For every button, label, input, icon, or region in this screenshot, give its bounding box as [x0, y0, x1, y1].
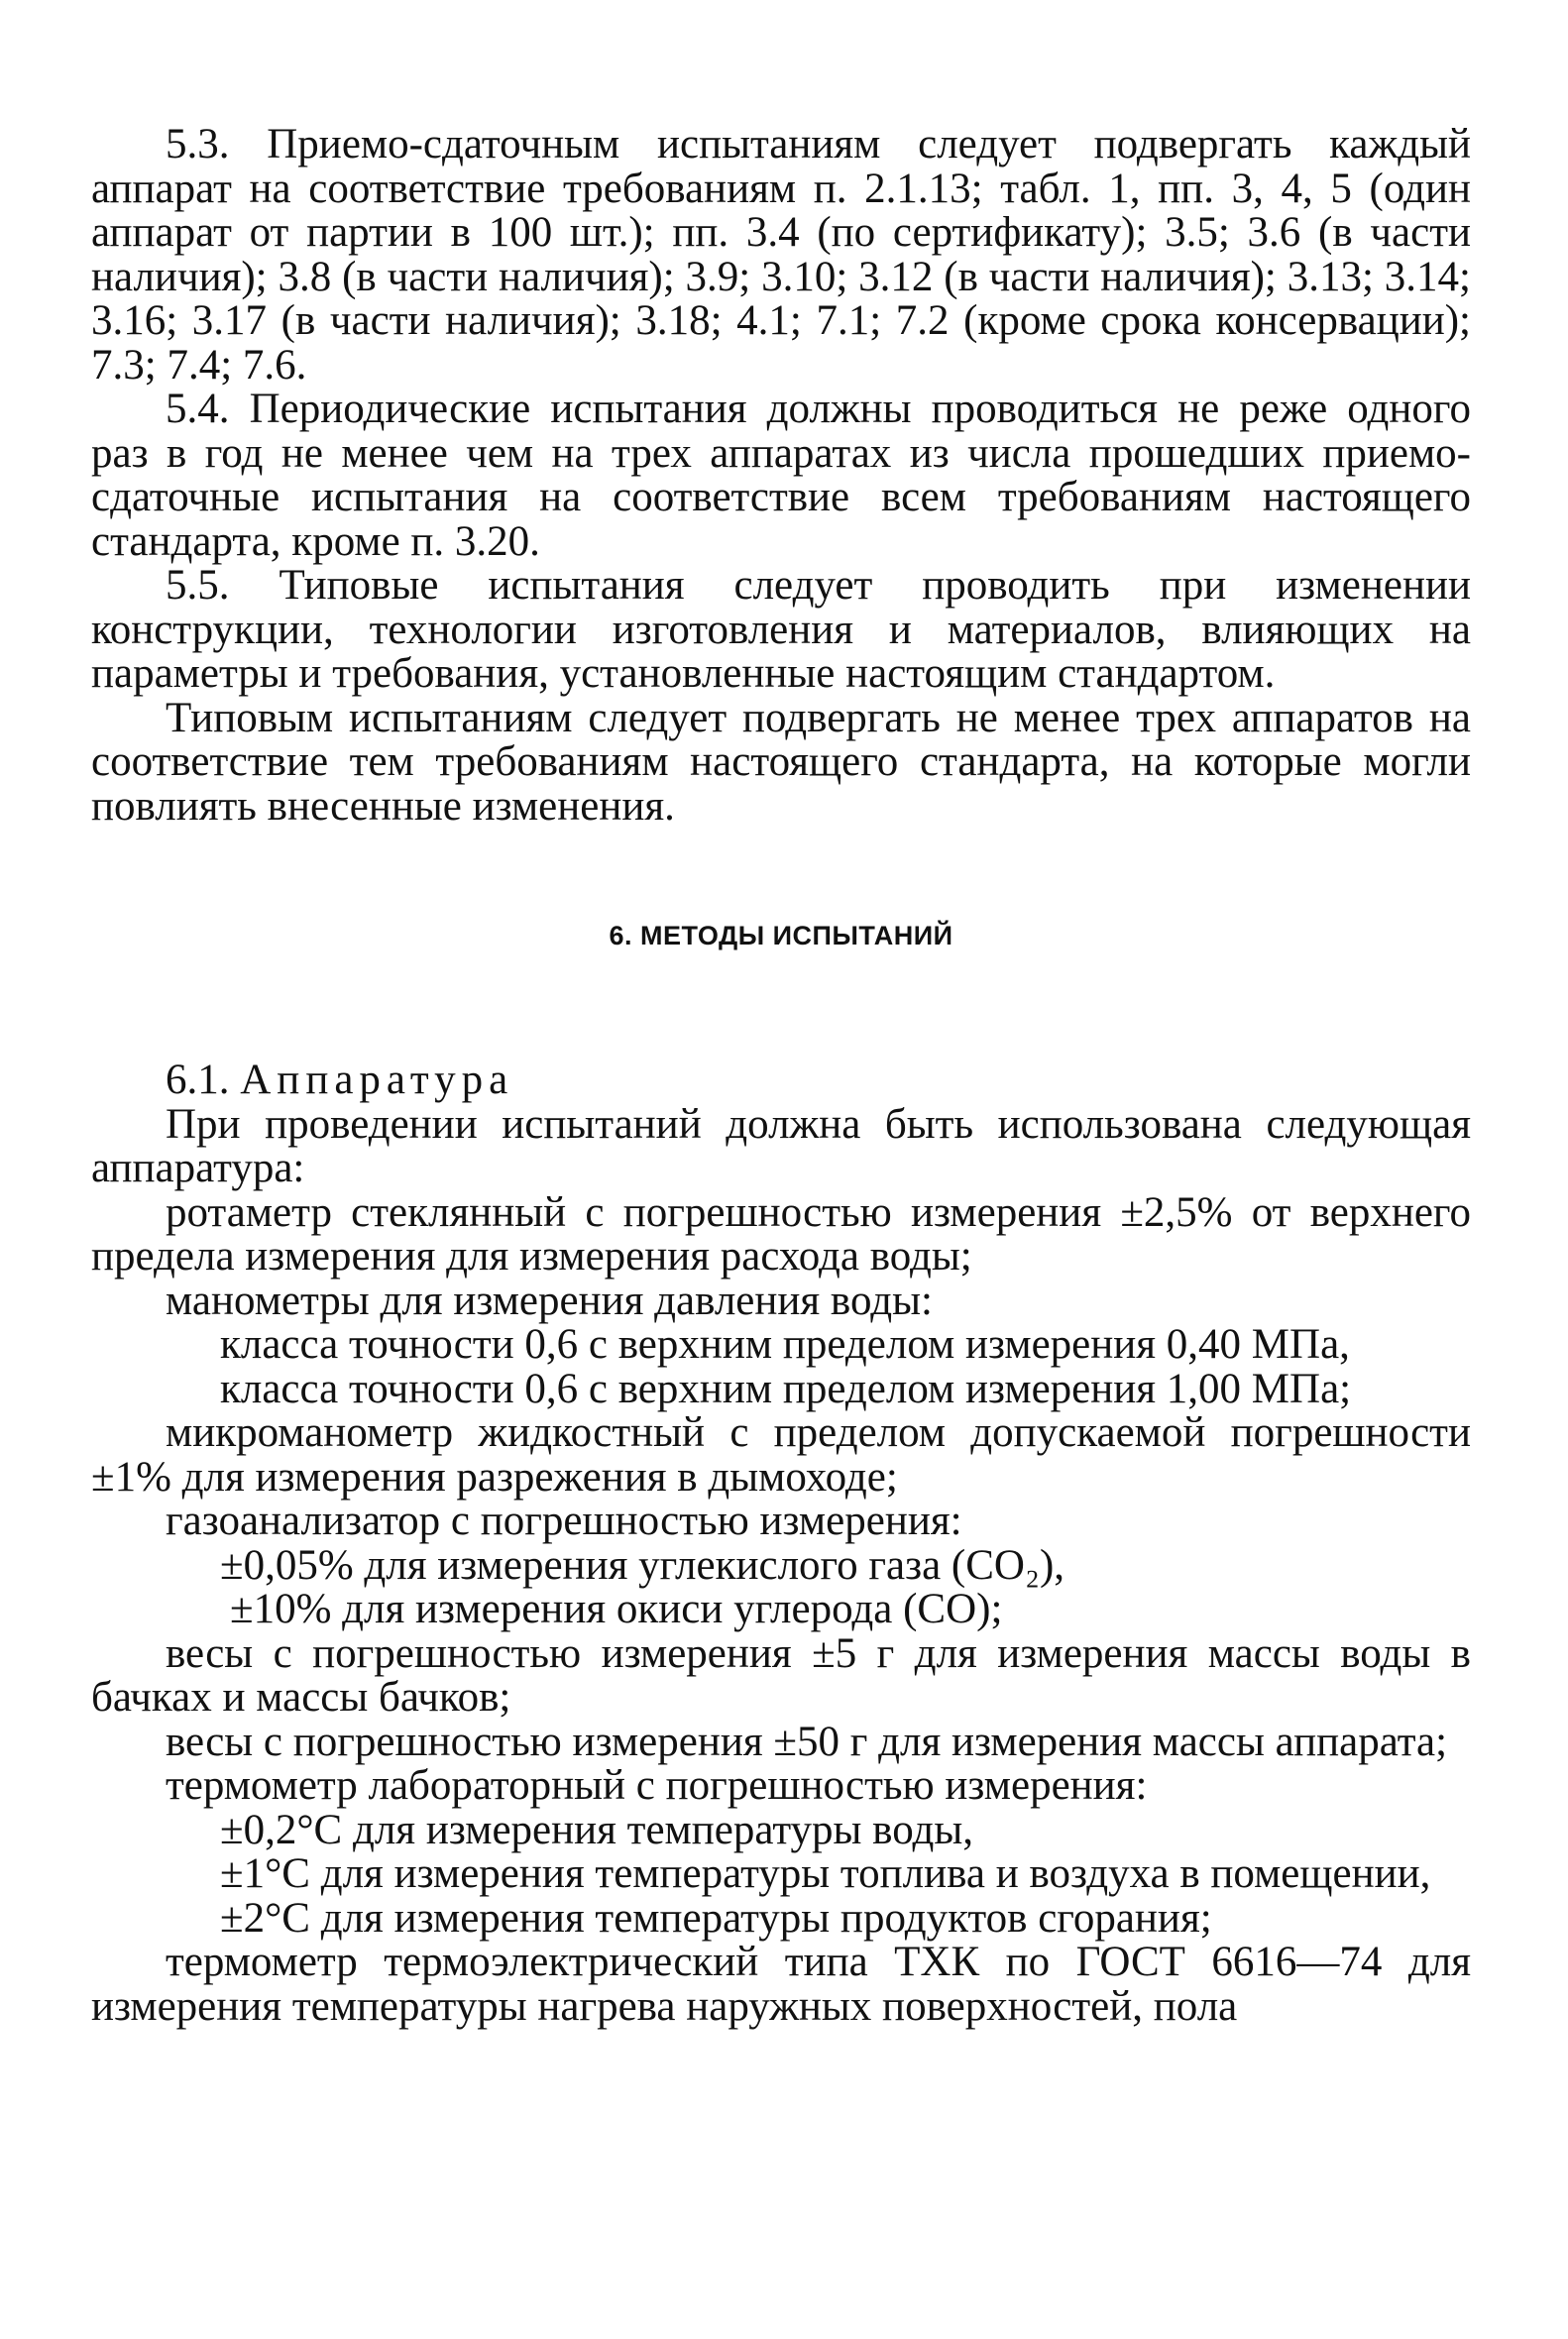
equipment-manometers: манометры для измерения давления воды: — [166, 1277, 933, 1324]
section-heading: 6. МЕТОДЫ ИСПЫТАНИЙ — [609, 921, 953, 950]
equipment-micromanometer: микроманометр жидкостный с пределом допускаемой погрешности ±1% для измерения разрежения в дымоходе; — [91, 1409, 1471, 1501]
equipment-scales-apparatus: весы с погрешностью измерения ±50 г для измерения массы аппарата; — [166, 1718, 1448, 1765]
document-page — [91, 123, 1471, 2029]
thermometer-fuel-air: ±1°С для измерения температуры топлива и воздуха в помещении, — [220, 1850, 1431, 1897]
gas-accuracy-co: ±10% для измерения окиси углерода (CO); — [230, 1586, 1003, 1632]
manometer-class-1: класса точности 0,6 с верхним пределом измерения 0,40 МПа, — [220, 1321, 1350, 1368]
subsection-number: 6.1. — [166, 1057, 230, 1103]
equipment-rotameter: ротаметр стеклянный с погрешностью измерения ±2,5% от верхнего предела измерения для измерения расхода воды; — [91, 1188, 1471, 1280]
paragraph-5-4: 5.4. Периодические испытания должны проводиться не реже одного раз в год не менее чем на трех аппаратах из числа прошедших приемо-сдаточные испытания на соответствие всем требованиям настоящего стандарта, кроме п. 3.20. — [91, 386, 1471, 565]
equipment-gas-analyzer: газоанализатор с погрешностью измерения: — [166, 1498, 962, 1544]
subsection-title — [91, 1058, 1471, 1103]
subsection-name: Аппаратура — [240, 1057, 514, 1103]
paragraph-5-5-continued: Типовым испытаниям следует подвергать не менее трех аппаратов на соответствие тем требованиям настоящего стандарта, на которые могли повлиять внесенные изменения. — [91, 694, 1471, 830]
equipment-intro: При проведении испытаний должна быть использована следующая аппаратура: — [91, 1100, 1471, 1191]
paragraph-5-3: 5.3. Приемо-сдаточным испытаниям следует подвергать каждый аппарат на соответствие требованиям п. 2.1.13; табл. 1, пп. 3, 4, 5 (один аппарат от партии в 100 шт.); пп. 3.4 (по сертификату); 3.5; 3.6 (в части наличия); 3.8 (в части наличия); 3.9; 3.10; 3.12 (в части наличия); 3.13; 3.14; 3.16; 3.17 (в части наличия); 3.18; 4.1; 7.1; 7.2 (кроме срока консервации); 7.3; 7.4; 7.6. — [91, 121, 1471, 389]
thermometer-water: ±0,2°С для измерения температуры воды, — [220, 1806, 973, 1853]
equipment-thermometer: термометр лабораторный с погрешностью измерения: — [166, 1762, 1148, 1809]
equipment-scales-water: весы с погрешностью измерения ±5 г для измерения массы воды в бачках и массы бачков; — [91, 1629, 1471, 1721]
paragraph-5-5: 5.5. Типовые испытания следует проводить при изменении конструкции, технологии изготовления и материалов, влияющих на параметры и требования, установленные настоящим стандартом. — [91, 562, 1471, 697]
gas-accuracy-co2: ±0,05% для измерения углекислого газа (CO₂), — [220, 1541, 1065, 1589]
equipment-thermocouple: термометр термоэлектрический типа ТХК по ГОСТ 6616—74 для измерения температуры нагрева наружных поверхностей, пола — [91, 1939, 1471, 2030]
thermometer-combustion: ±2°С для измерения температуры продуктов сгорания; — [220, 1894, 1212, 1942]
manometer-class-2: класса точности 0,6 с верхним пределом измерения 1,00 МПа; — [220, 1365, 1352, 1412]
